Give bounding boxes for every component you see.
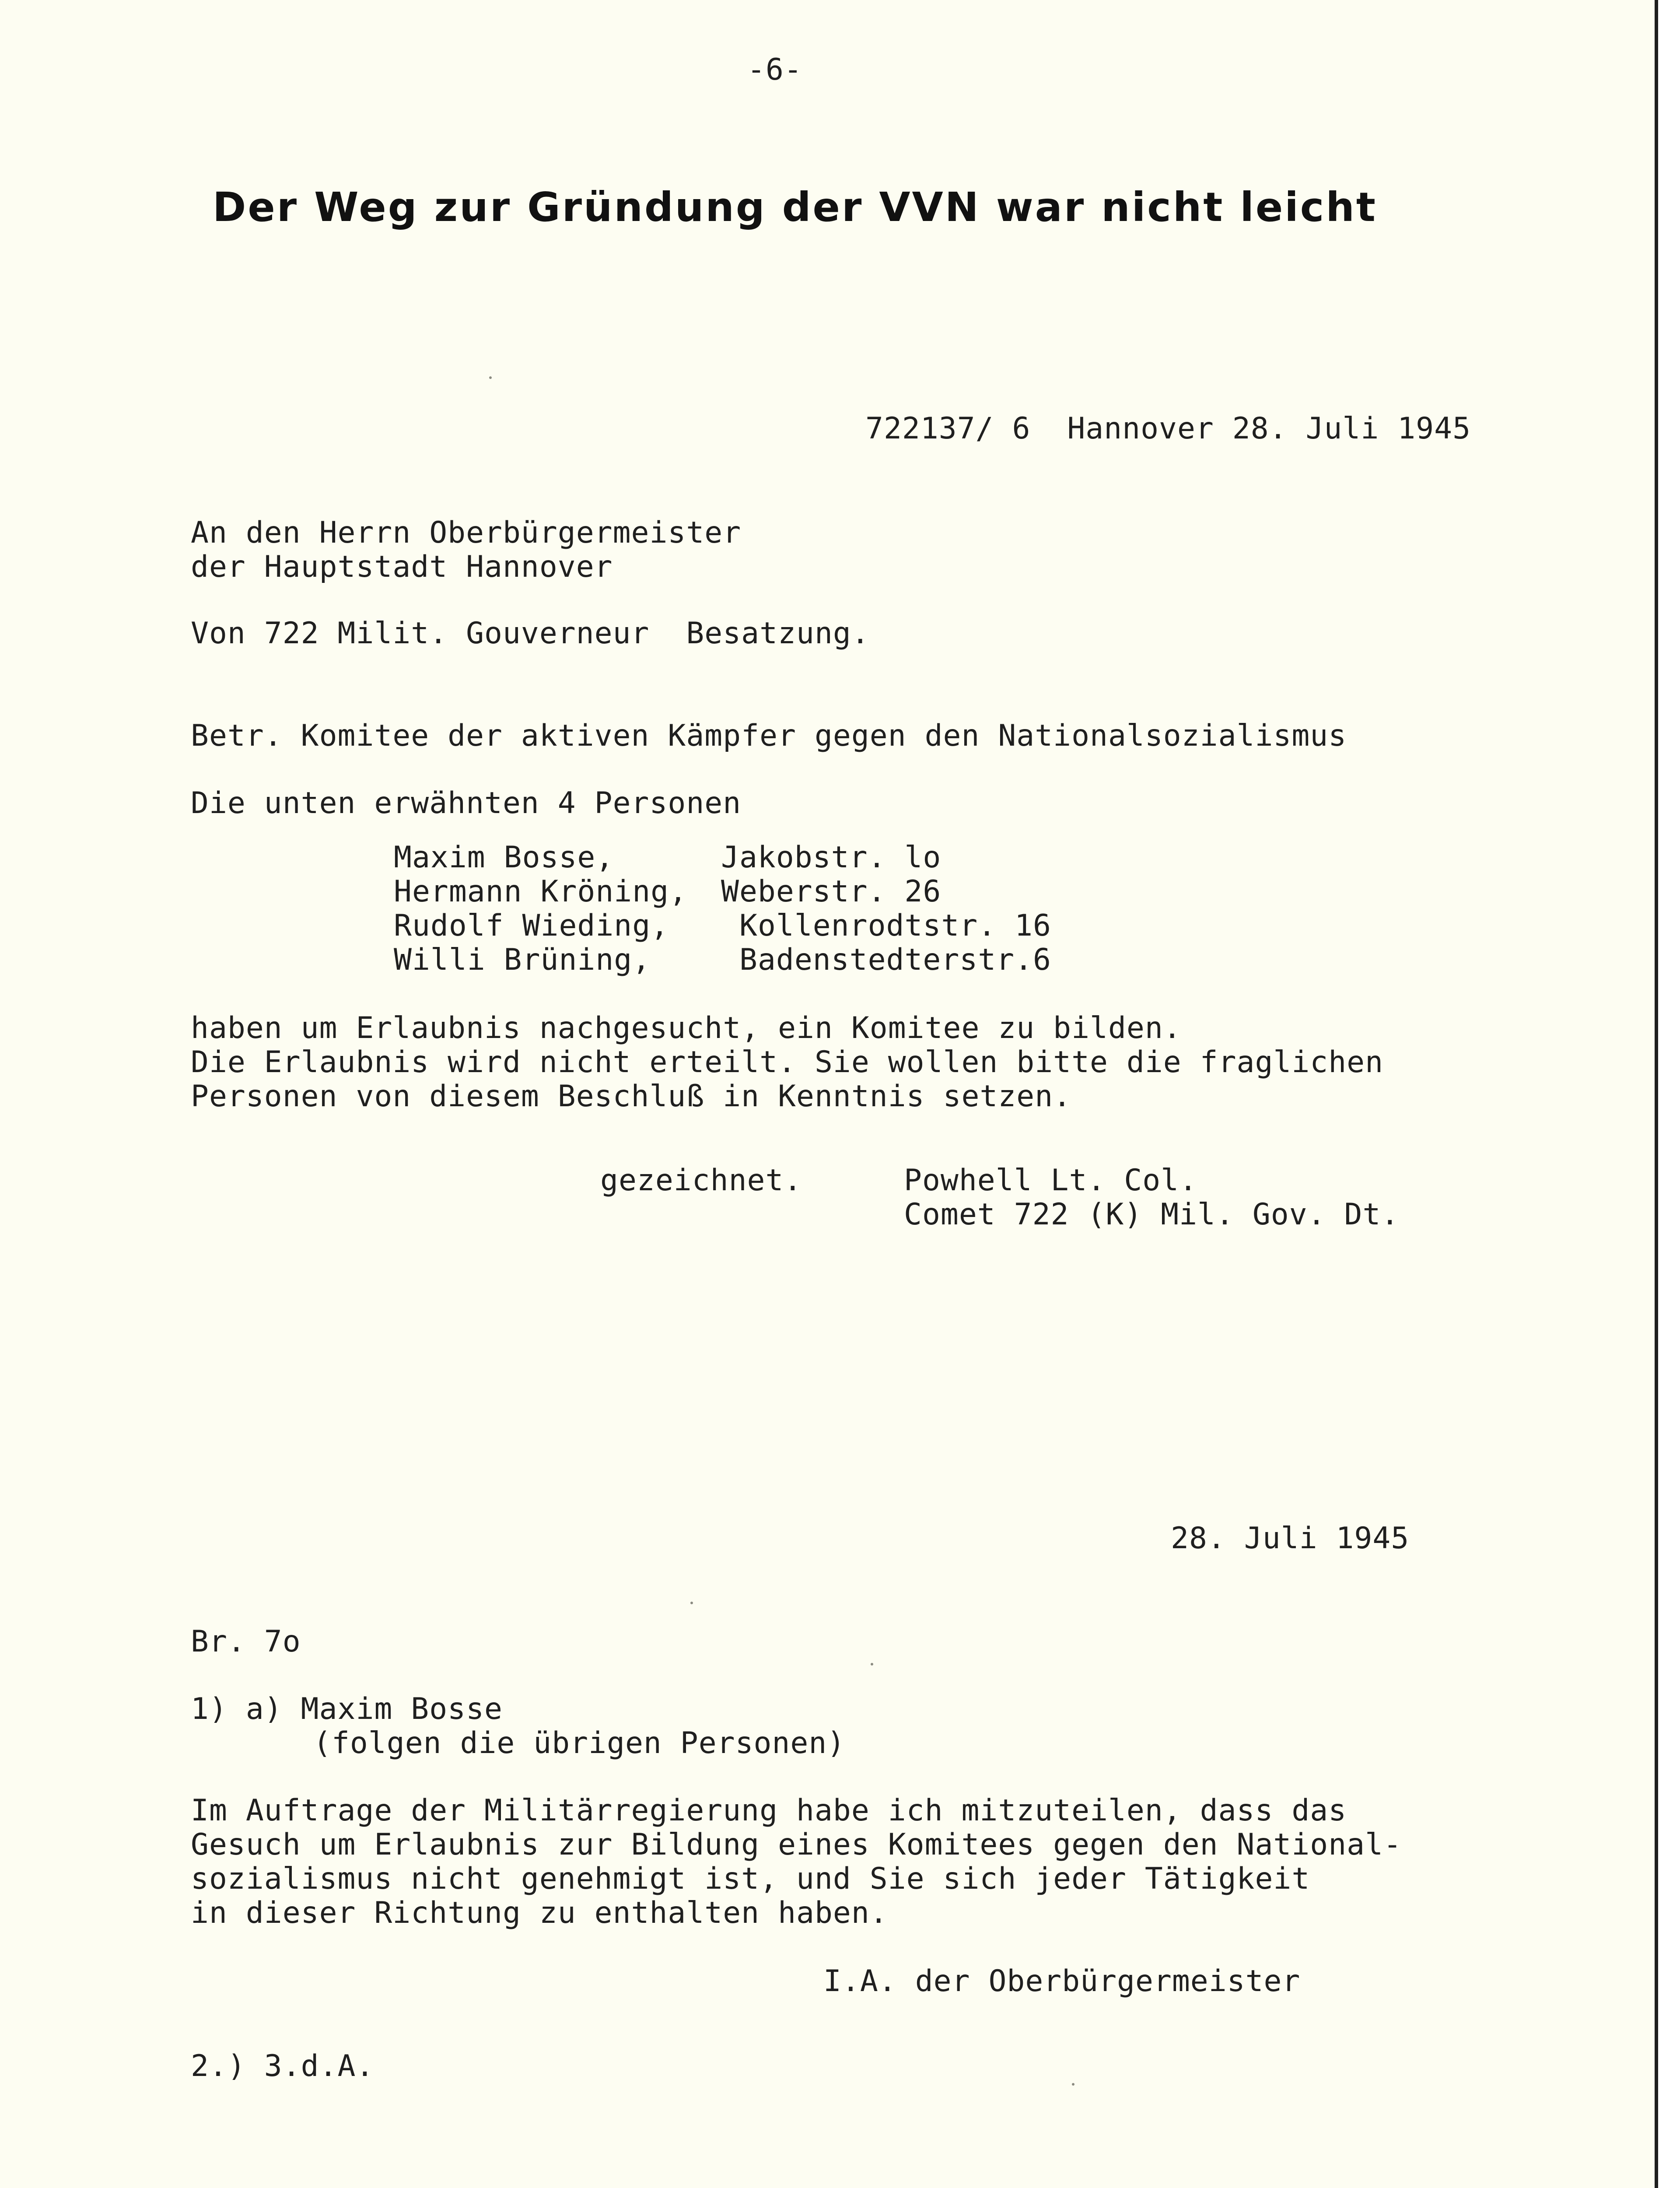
letter-reference-date: 722137/ 6 Hannover 28. Juli 1945 [865,411,1471,446]
closing-line: 2.) 3.d.A. [191,2049,374,2083]
second-body-line-4: in dieser Richtung zu enthalten haben. [191,1896,888,1930]
letter-body-line-2: Die Erlaubnis wird nicht erteilt. Sie wollen bitte die fraglichen [191,1045,1384,1080]
person-name: Rudolf Wieding, [394,908,669,943]
paper-speck [489,376,492,379]
person-name: Hermann Kröning, [394,874,688,909]
addressee-line-2: (folgen die übrigen Personen) [313,1726,846,1760]
second-letter-reference: Br. 7o [191,1624,301,1659]
signer-line-2: Comet 722 (K) Mil. Gov. Dt. [904,1197,1400,1232]
signed-label: gezeichnet. [600,1163,802,1198]
second-body-line-1: Im Auftrage der Militärregierung habe ich mitzuteilen, dass das [191,1793,1347,1828]
person-address: Weberstr. 26 [721,874,942,909]
person-address: Kollenrodtstr. 16 [739,908,1051,943]
recipient-line-1: An den Herrn Oberbürgermeister [191,515,742,550]
second-body-line-2: Gesuch um Erlaubnis zur Bildung eines Komitees gegen den National- [191,1827,1402,1862]
person-name: Maxim Bosse, [394,840,614,875]
persons-intro: Die unten erwähnten 4 Personen [191,786,742,820]
addressee-line-1: 1) a) Maxim Bosse [191,1692,503,1726]
letter-body-line-3: Personen von diesem Beschluß in Kenntnis setzen. [191,1079,1072,1114]
paper-speck [871,1663,873,1666]
recipient-line-2: der Hauptstadt Hannover [191,550,613,584]
second-letter-date: 28. Juli 1945 [1171,1521,1410,1556]
person-address: Jakobstr. lo [721,840,942,875]
mayor-signature-line: I.A. der Oberbürgermeister [823,1964,1301,1999]
sender-line: Von 722 Milit. Gouverneur Besatzung. [191,616,870,651]
person-address: Badenstedterstr.6 [739,943,1051,977]
paper-speck [690,1602,693,1604]
page-number: -6- [747,53,802,87]
letter-body-line-1: haben um Erlaubnis nachgesucht, ein Komitee zu bilden. [191,1011,1182,1045]
paper-speck [1072,2083,1074,2086]
page-title: Der Weg zur Gründung der VVN war nicht leicht [213,184,1377,231]
signer-line-1: Powhell Lt. Col. [904,1163,1198,1198]
second-body-line-3: sozialismus nicht genehmigt ist, und Sie sich jeder Tätigkeit [191,1862,1310,1896]
subject-line: Betr. Komitee der aktiven Kämpfer gegen den Nationalsozialismus [191,719,1347,753]
person-name: Willi Brüning, [394,943,651,977]
